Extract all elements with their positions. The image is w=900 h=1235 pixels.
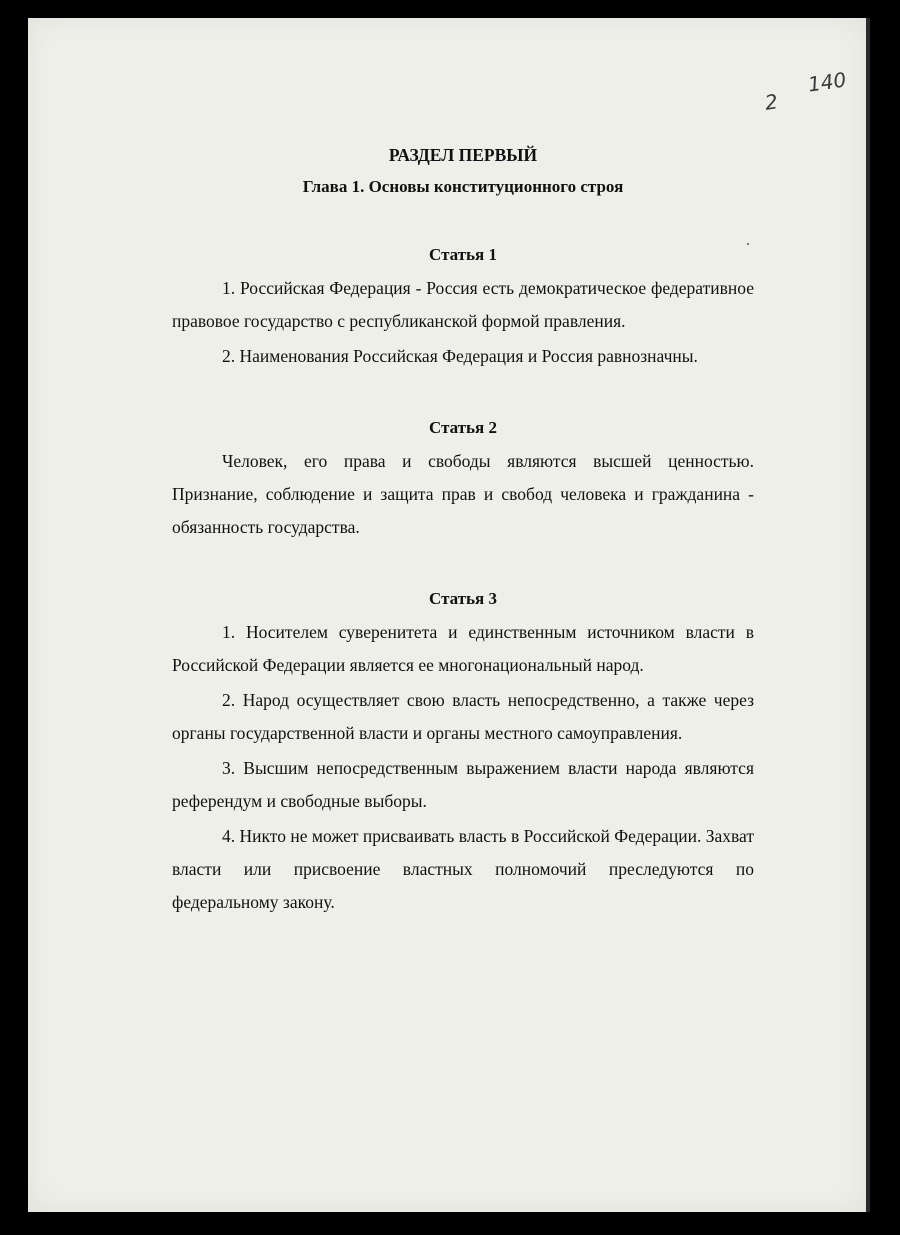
article-paragraph: 1. Российская Федерация - Россия есть демократическое федеративное правовое государство с республиканской формой правления. <box>172 278 754 331</box>
section-title: РАЗДЕЛ ПЕРВЫЙ <box>388 145 538 165</box>
document-body <box>172 140 754 919</box>
article-3 <box>172 584 754 919</box>
article-paragraph: 3. Высшим непосредственным выражением власти народа являются референдум и свободные выборы. <box>172 758 754 811</box>
article-paragraph: Человек, его права и свободы являются высшей ценностью. Признание, соблюдение и защита прав и свобод человека и гражданина - обязанность государства. <box>172 451 754 537</box>
chapter-title: Глава 1. Основы конституционного строя <box>302 177 624 196</box>
article-title: Статья 2 <box>429 418 497 437</box>
article-paragraph: 2. Наименования Российская Федерация и Россия равнозначны. <box>222 346 698 366</box>
handwritten-folio-number: 140 <box>806 67 848 97</box>
article-paragraph: 2. Народ осуществляет свою власть непосредственно, а также через органы государственной власти и органы местного самоуправления. <box>172 690 754 743</box>
article-title: Статья 1 <box>429 245 497 264</box>
article-title: Статья 3 <box>429 589 497 608</box>
handwritten-page-number: 2 <box>763 89 780 115</box>
article-paragraph: 4. Никто не может присваивать власть в Российской Федерации. Захват власти или присвоение властных полномочий преследуются по федеральному закону. <box>172 826 754 912</box>
article-1 <box>172 240 754 373</box>
sheet-edge-shadow <box>866 18 870 1212</box>
article-paragraph: 1. Носителем суверенитета и единственным источником власти в Российской Федерации является ее многонациональный народ. <box>172 622 754 675</box>
article-2 <box>172 413 754 544</box>
